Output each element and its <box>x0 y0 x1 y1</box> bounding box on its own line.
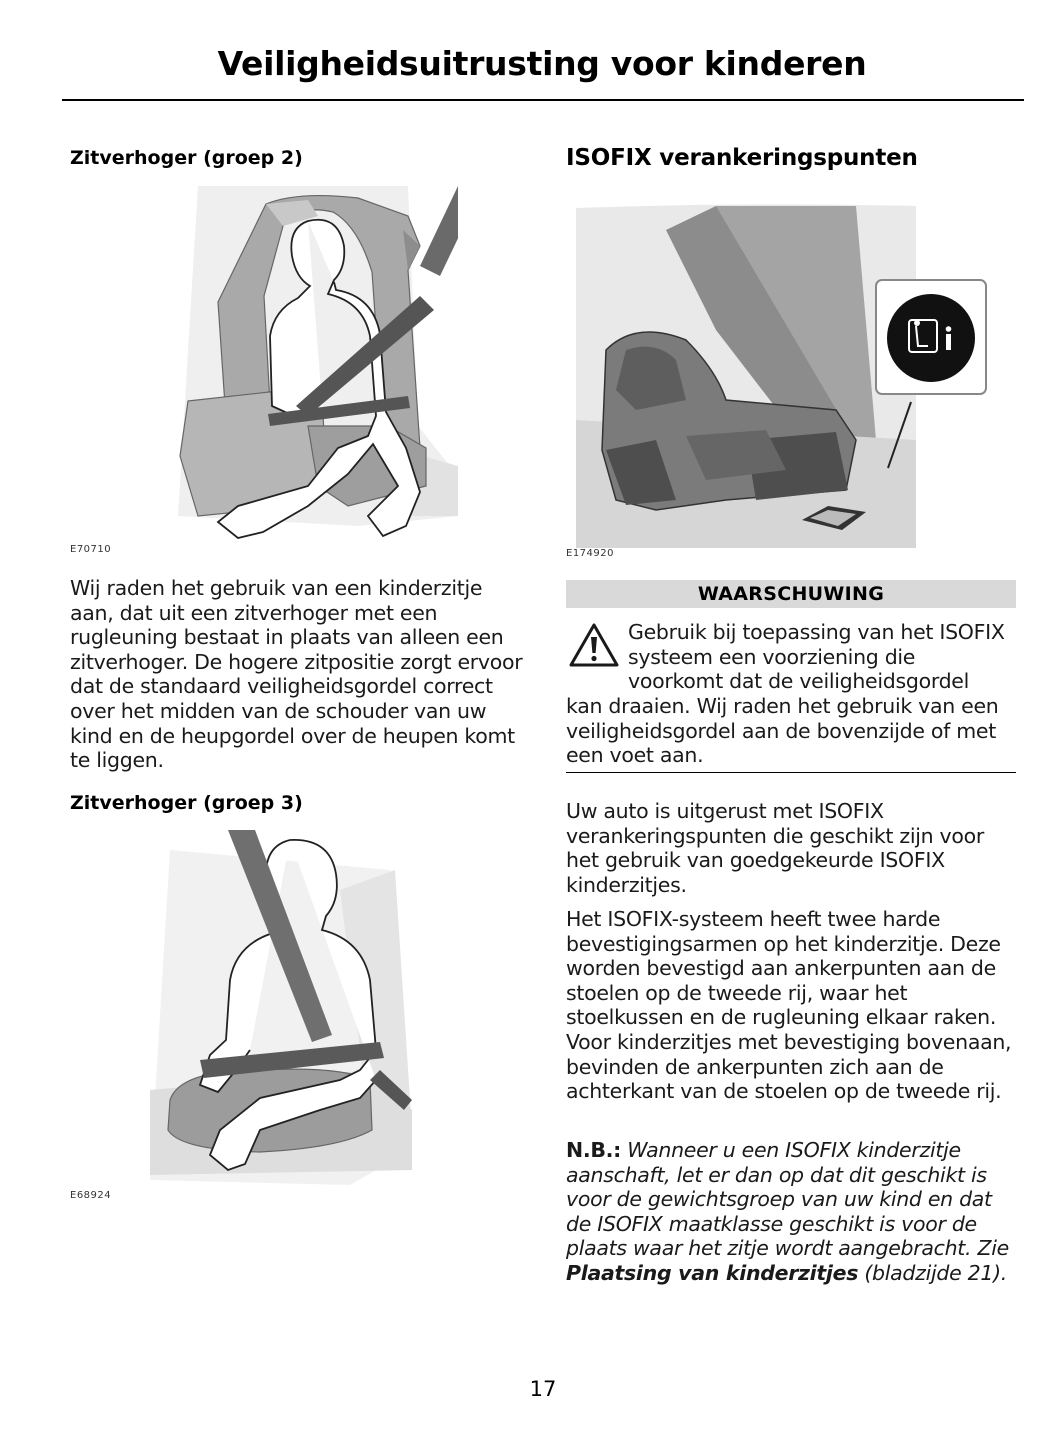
image-code-isofix: E174920 <box>566 548 614 559</box>
page-number: 17 <box>529 1377 557 1401</box>
isofix-anchorage-illustration <box>566 200 1018 548</box>
warning-text-rest: kan draaien. Wij raden het gebruik van een veiligheidsgordel aan de bovenzijde of met een voet aan. <box>566 694 999 768</box>
section-heading-group3: Zitverhoger (groep 3) <box>70 792 303 814</box>
section-heading-group2: Zitverhoger (groep 2) <box>70 147 303 169</box>
warning-text-indented <box>628 620 1020 694</box>
note-text: Wanneer u een ISOFIX kinderzitje aanschaft, let er dan op dat dit geschikt is voor de gewichtsgroep van uw kind en dat de ISOFIX maatklasse geschikt is voor de plaats waar het zitje wordt aangebracht. Zie <box>566 1138 1009 1261</box>
paragraph-group2: Wij raden het gebruik van een kinderzitje aan, dat uit een zitverhoger met een rugleuning bestaat in plaats van alleen een zitverhoger. De hogere zitpositie zorgt ervoor dat de standaard veiligheidsgordel correct over het midden van de schouder van uw kind en de heupgordel over de heupen komt te liggen. <box>70 576 523 773</box>
booster-seat-group2-illustration <box>158 186 458 546</box>
isofix-paragraph-2: Het ISOFIX-systeem heeft twee harde bevestigingsarmen op het kinderzitje. Deze worden bevestigd aan ankerpunten aan de stoelen op de tweede rij, waar het stoelkussen en de rugleuning elkaar raken. Voor kinderzitjes met bevestiging bovenaan, bevinden de ankerpunten zich aan de achterkant van de stoelen op de tweede rij. <box>566 907 1012 1104</box>
booster-seat-group3-illustration <box>140 830 420 1185</box>
warning-title: WAARSCHUWING <box>566 580 1016 608</box>
image-code-group2: E70710 <box>70 544 112 555</box>
warning-line-2: systeem een voorziening die <box>628 644 916 669</box>
image-code-group3: E68924 <box>70 1190 112 1201</box>
note-reference-link[interactable]: Plaatsing van kinderzitjes <box>566 1260 859 1285</box>
note-tail: (bladzijde 21). <box>858 1260 1008 1285</box>
warning-line-1: Gebruik bij toepassing van het ISOFIX <box>628 620 1005 644</box>
isofix-paragraph-1: Uw auto is uitgerust met ISOFIX verankeringspunten die geschikt zijn voor het gebruik van goedgekeurde ISOFIX kinderzitjes. <box>566 799 984 897</box>
warning-triangle-icon <box>568 622 620 668</box>
note-label: N.B.: <box>566 1138 622 1162</box>
section-heading-isofix: ISOFIX verankeringspunten <box>566 145 918 171</box>
warning-divider <box>566 772 1016 773</box>
warning-line-3: voorkomt dat de veiligheidsgordel <box>628 669 970 694</box>
title-divider <box>62 99 1024 101</box>
isofix-note <box>566 1138 1018 1286</box>
page-title: Veiligheidsuitrusting voor kinderen <box>217 44 867 83</box>
